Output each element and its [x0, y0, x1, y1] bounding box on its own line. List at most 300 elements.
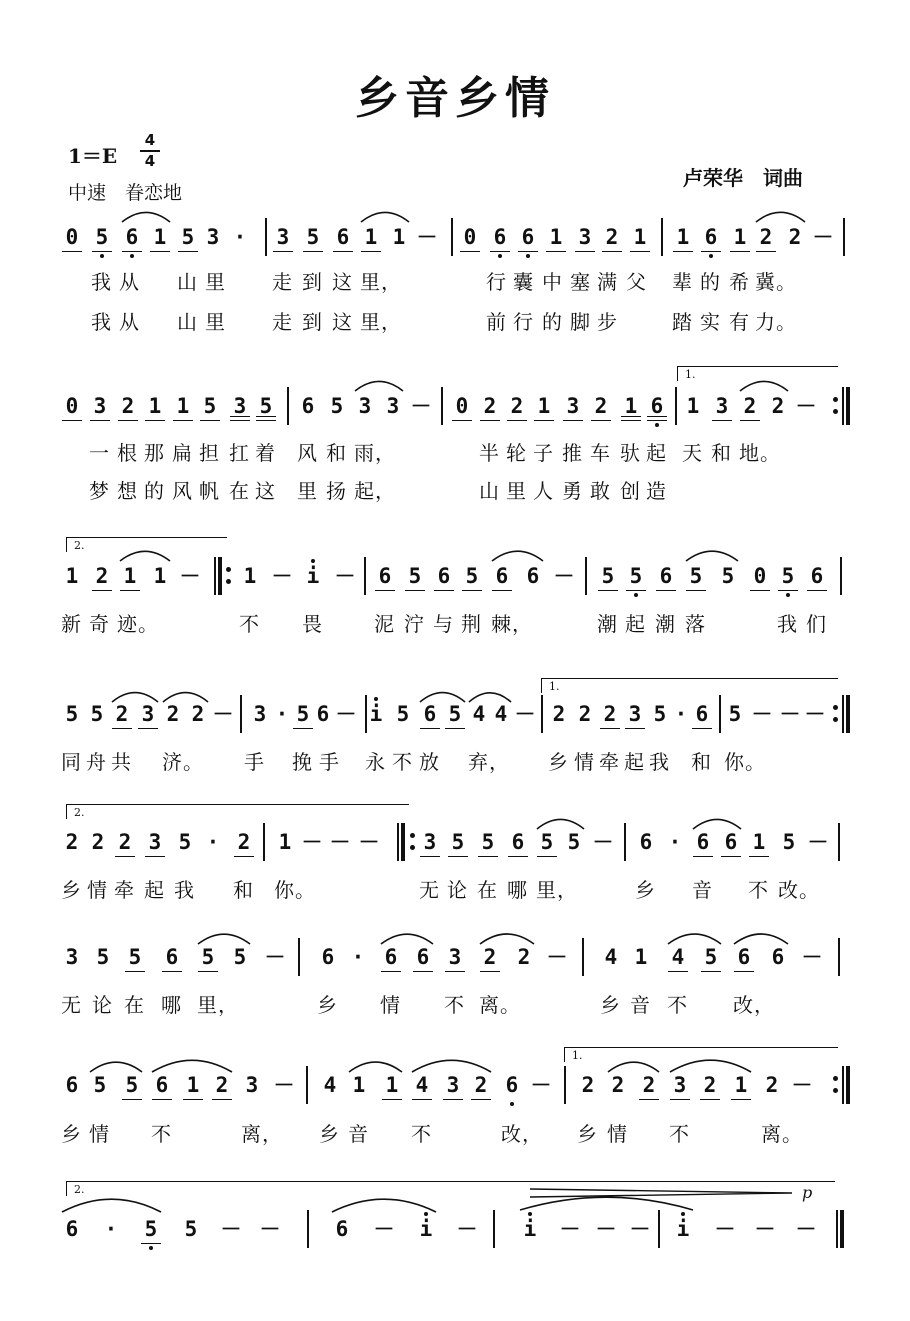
lyric-syllable: 泞 [404, 612, 425, 636]
lyric-syllable: 我 [91, 270, 112, 294]
lyric-syllable: 创 [620, 479, 641, 503]
volta-label: 2. [74, 806, 85, 819]
note: 2 [478, 394, 502, 418]
note: － [335, 702, 357, 726]
meter-top: 4 [144, 131, 156, 149]
note: 6 [65, 1073, 79, 1097]
note: 5 [196, 945, 220, 969]
lyric-syllable: 扛 [229, 441, 250, 465]
lyric-syllable: 迹。 [117, 612, 159, 636]
note: 2 [191, 702, 205, 726]
lyric-syllable: 无 [419, 878, 440, 902]
slur [332, 1199, 436, 1212]
slur [163, 693, 208, 702]
slur [469, 693, 511, 702]
note: 2 [232, 830, 256, 854]
slur [608, 1062, 659, 1072]
lyric-syllable: 敢 [590, 479, 611, 503]
lyric-syllable: 扁 [172, 441, 193, 465]
note: － [559, 1217, 581, 1241]
lyric-syllable: 半 [479, 441, 500, 465]
lyric-syllable: 我 [777, 612, 798, 636]
note: 6 [732, 945, 756, 969]
lyric-syllable: 到 [302, 310, 323, 334]
lyric-syllable: 放 [419, 750, 440, 774]
lyric-syllable: 乡 [600, 993, 621, 1017]
note: · [351, 945, 365, 969]
lyric-syllable: 起 [646, 441, 667, 465]
lyric-syllable: 棘， [491, 612, 533, 636]
lyric-syllable: 改， [501, 1122, 543, 1146]
slur [349, 1062, 402, 1072]
note: － [779, 702, 801, 726]
decrescendo-hairpin [530, 1189, 792, 1197]
note: 4 [494, 702, 508, 726]
lyric-syllable: 不 [748, 878, 769, 902]
note: 1 [243, 564, 257, 588]
note: 6 [160, 945, 184, 969]
lyric-syllable: 父 [626, 270, 647, 294]
note: 5 [782, 830, 796, 854]
note: － [220, 1217, 242, 1241]
note: 5 [699, 945, 723, 969]
note: － [751, 702, 773, 726]
note: － [795, 394, 817, 418]
lyric-syllable: 情 [380, 993, 401, 1017]
note: · [104, 1217, 118, 1241]
note: － [812, 225, 834, 249]
note: 6 [418, 702, 442, 726]
note: － [301, 830, 323, 854]
note: 6 [65, 1217, 79, 1241]
note: 5 [535, 830, 559, 854]
lyric-syllable: 山 [177, 270, 198, 294]
lyric-syllable: 到 [302, 270, 323, 294]
lyric-syllable: 中 [542, 270, 563, 294]
lyric-syllable: 和 [711, 441, 732, 465]
slur [90, 1062, 142, 1072]
note: 5 [403, 564, 427, 588]
lyric-syllable: 这 [332, 310, 353, 334]
lyric-syllable: 无 [61, 993, 82, 1017]
note: 1 [544, 225, 568, 249]
note: 6 [331, 225, 355, 249]
note: 0 [60, 394, 84, 418]
lyric-syllable: 弃， [468, 750, 510, 774]
note: － [264, 945, 286, 969]
slur [112, 693, 158, 702]
lyric-syllable: 子 [533, 441, 554, 465]
note: 3 [668, 1073, 692, 1097]
note: 3 [386, 394, 400, 418]
lyric-syllable: 里， [536, 878, 578, 902]
slur [734, 934, 788, 944]
lyric-syllable: 不 [669, 1122, 690, 1146]
note: － [546, 945, 568, 969]
note: 6 [805, 564, 829, 588]
note: 6 [500, 1073, 524, 1097]
slur [686, 551, 738, 561]
lyric-syllable: 不 [239, 612, 260, 636]
note: 2 [91, 830, 105, 854]
note: － [456, 1217, 478, 1241]
note: 3 [623, 702, 647, 726]
lyric-syllable: 这 [255, 479, 276, 503]
song-title: 乡音乡情 [355, 73, 555, 124]
lyric-syllable: 在 [124, 993, 145, 1017]
lyric-syllable: 乡 [317, 993, 338, 1017]
lyric-syllable: 人 [533, 479, 554, 503]
note: － [791, 1073, 813, 1097]
note: 5 [776, 564, 800, 588]
note: 6 [645, 394, 669, 418]
tempo-marking: 中速 眷恋地 [68, 182, 183, 204]
note: 5 [198, 394, 222, 418]
lyric-syllable: 牵 [114, 878, 135, 902]
note: － [530, 1073, 552, 1097]
lyric-syllable: 囊 [513, 270, 534, 294]
lyric-syllable: 的 [700, 270, 721, 294]
lyric-syllable: 风 [297, 441, 318, 465]
lyric-syllable: 情 [89, 1122, 110, 1146]
note: － [358, 830, 380, 854]
note: 1 [619, 394, 643, 418]
note: 6 [301, 394, 315, 418]
note: 2 [517, 945, 531, 969]
note: 5 [446, 830, 470, 854]
lyric-syllable: 牵 [599, 750, 620, 774]
note: － [629, 1217, 651, 1241]
note: i [671, 1217, 695, 1241]
volta-label: 1. [572, 1049, 583, 1062]
note: 6 [120, 225, 144, 249]
note: 1 [671, 225, 695, 249]
note: 5 [330, 394, 344, 418]
lyric-syllable: 天 [682, 441, 703, 465]
note: － [329, 830, 351, 854]
lyric-syllable: 音 [348, 1122, 369, 1146]
note: 4 [472, 702, 486, 726]
note: 5 [178, 830, 192, 854]
lyric-syllable: 起， [354, 479, 396, 503]
note: 1 [686, 394, 700, 418]
note: 1 [392, 225, 406, 249]
lyric-syllable: 力。 [755, 310, 797, 334]
lyric-syllable: 和 [233, 878, 254, 902]
note: 1 [352, 1073, 366, 1097]
lyric-syllable: 步 [597, 310, 618, 334]
note: 6 [150, 1073, 174, 1097]
note: 5 [90, 702, 104, 726]
lyric-syllable: 哪 [161, 993, 182, 1017]
note: 3 [65, 945, 79, 969]
note: · [668, 830, 682, 854]
lyric-syllable: 乡 [319, 1122, 340, 1146]
lyric-syllable: 梦 [89, 479, 110, 503]
slur [355, 381, 403, 391]
slur [756, 212, 805, 222]
note: 1 [148, 225, 172, 249]
lyric-syllable: 论 [447, 878, 468, 902]
note: 5 [233, 945, 247, 969]
note: 5 [653, 702, 667, 726]
note: － [553, 564, 575, 588]
lyric-syllable: 乡 [635, 878, 656, 902]
lyric-syllable: 走 [272, 310, 293, 334]
slur [152, 1060, 232, 1072]
note: 3 [358, 394, 372, 418]
slur [480, 934, 534, 944]
note: － [801, 945, 823, 969]
note: 3 [271, 225, 295, 249]
lyric-syllable: 乡 [548, 750, 569, 774]
note: 1 [380, 1073, 404, 1097]
note: i [301, 564, 325, 588]
note: － [416, 225, 438, 249]
note: 1 [118, 564, 142, 588]
lyric-syllable: 舟 [86, 750, 107, 774]
note: 4 [666, 945, 690, 969]
lyric-syllable: 里 [205, 310, 226, 334]
lyric-syllable: 落 [685, 612, 706, 636]
note: i [364, 702, 388, 726]
note: － [410, 394, 432, 418]
note: 2 [788, 225, 802, 249]
note: 2 [505, 394, 529, 418]
note: 6 [691, 830, 715, 854]
note: － [804, 702, 826, 726]
slur [693, 819, 741, 829]
note: 2 [116, 394, 140, 418]
note: 2 [581, 1073, 595, 1097]
lyric-syllable: 新 [61, 612, 82, 636]
note: 6 [490, 564, 514, 588]
slur [670, 1060, 751, 1072]
note: 5 [120, 1073, 144, 1097]
lyric-syllable: 里， [197, 993, 239, 1017]
lyric-syllable: 乡 [61, 1122, 82, 1146]
lyric-syllable: 音 [630, 993, 651, 1017]
note: 5 [301, 225, 325, 249]
note: 1 [728, 225, 752, 249]
lyric-syllable: 的 [542, 310, 563, 334]
lyric-syllable: 地。 [739, 441, 781, 465]
note: 6 [373, 564, 397, 588]
note: 1 [181, 1073, 205, 1097]
note: － [273, 1073, 295, 1097]
note: 2 [166, 702, 180, 726]
slur [62, 1199, 161, 1212]
note: － [259, 1217, 281, 1241]
note: 2 [611, 1073, 625, 1097]
note: 3 [561, 394, 585, 418]
lyric-syllable: 塞 [570, 270, 591, 294]
note: 4 [410, 1073, 434, 1097]
note: 1 [171, 394, 195, 418]
lyric-syllable: 离， [241, 1122, 283, 1146]
lyric-syllable: 山 [479, 479, 500, 503]
note: － [592, 830, 614, 854]
lyric-syllable: 有 [729, 310, 750, 334]
lyric-syllable: 论 [92, 993, 113, 1017]
lyric-syllable: 走 [272, 270, 293, 294]
note: i [518, 1217, 542, 1241]
note: 3 [443, 945, 467, 969]
lyric-syllable: 勇 [562, 479, 583, 503]
lyric-syllable: 情 [574, 750, 595, 774]
lyric-syllable: 轮 [506, 441, 527, 465]
note: 4 [323, 1073, 337, 1097]
lyric-syllable: 乡 [577, 1122, 598, 1146]
lyric-syllable: 我 [91, 310, 112, 334]
lyric-syllable: 实 [700, 310, 721, 334]
lyric-syllable: 手 [319, 750, 340, 774]
note: 3 [710, 394, 734, 418]
note: 2 [637, 1073, 661, 1097]
note: － [795, 1217, 817, 1241]
note: 3 [253, 702, 267, 726]
note: 2 [65, 830, 79, 854]
note: 3 [245, 1073, 259, 1097]
note: 0 [748, 564, 772, 588]
lyric-syllable: 不 [444, 993, 465, 1017]
note: 2 [589, 394, 613, 418]
lyric-syllable: 离。 [479, 993, 521, 1017]
note: 5 [460, 564, 484, 588]
note: 1 [65, 564, 79, 588]
note: 5 [728, 702, 742, 726]
lyric-syllable: 共 [111, 750, 132, 774]
note: 6 [654, 564, 678, 588]
note: · [206, 830, 220, 854]
meter-bottom: 4 [144, 151, 156, 170]
note: 5 [176, 225, 200, 249]
lyric-syllable: 驮 [620, 441, 641, 465]
note: 6 [506, 830, 530, 854]
note: 5 [90, 225, 114, 249]
lyric-syllable: 这 [332, 270, 353, 294]
note: 6 [771, 945, 785, 969]
note: 2 [765, 1073, 779, 1097]
note: 5 [567, 830, 581, 854]
lyric-syllable: 着 [255, 441, 276, 465]
note: 3 [143, 830, 167, 854]
slur [122, 212, 170, 222]
note: 6 [379, 945, 403, 969]
lyric-syllable: 那 [144, 441, 165, 465]
lyric-syllable: 从 [119, 310, 140, 334]
note: － [179, 564, 201, 588]
lyric-syllable: 改， [733, 993, 775, 1017]
note: 2 [771, 394, 785, 418]
lyric-syllable: 一 [89, 441, 110, 465]
lyric-syllable: 里， [360, 270, 402, 294]
note: 2 [110, 702, 134, 726]
note: 2 [210, 1073, 234, 1097]
lyric-syllable: 帆 [199, 479, 220, 503]
note: 2 [90, 564, 114, 588]
lyric-syllable: 你。 [724, 750, 766, 774]
note: 2 [552, 702, 566, 726]
composer-credit: 卢荣华 词曲 [683, 166, 803, 190]
note: － [212, 702, 234, 726]
lyric-syllable: 雨， [354, 441, 396, 465]
lyric-syllable: 踏 [672, 310, 693, 334]
note: － [334, 564, 356, 588]
lyric-syllable: 起 [625, 612, 646, 636]
lyric-syllable: 改。 [778, 878, 820, 902]
slur [520, 1197, 693, 1210]
lyric-syllable: 情 [607, 1122, 628, 1146]
note: 2 [600, 225, 624, 249]
lyric-syllable: 里 [205, 270, 226, 294]
note: 1 [634, 945, 648, 969]
note: 3 [418, 830, 442, 854]
note: 6 [526, 564, 540, 588]
lyric-syllable: 们 [806, 612, 827, 636]
note: 0 [60, 225, 84, 249]
lyric-syllable: 脚 [570, 310, 591, 334]
slur [361, 212, 409, 222]
lyric-syllable: 不 [151, 1122, 172, 1146]
note: 2 [578, 702, 592, 726]
dynamic-marking: p [802, 1183, 813, 1202]
key-signature: 1＝E [68, 144, 118, 168]
note: 6 [516, 225, 540, 249]
lyric-syllable: 在 [229, 479, 250, 503]
lyric-syllable: 不 [667, 993, 688, 1017]
lyric-syllable: 车 [590, 441, 611, 465]
lyric-syllable: 和 [326, 441, 347, 465]
lyric-syllable: 前 [486, 310, 507, 334]
lyric-syllable: 的 [144, 479, 165, 503]
lyric-syllable: 起 [624, 750, 645, 774]
lyric-syllable: 行 [513, 310, 534, 334]
note: 5 [254, 394, 278, 418]
lyric-syllable: 济。 [162, 750, 204, 774]
slur [381, 934, 433, 944]
lyric-syllable: 辈 [672, 270, 693, 294]
note: 1 [153, 564, 167, 588]
note: 2 [478, 945, 502, 969]
note: 1 [532, 394, 556, 418]
note: 6 [639, 830, 653, 854]
note: 5 [721, 564, 735, 588]
note: 5 [65, 702, 79, 726]
note: 6 [690, 702, 714, 726]
lyric-syllable: 扬 [326, 479, 347, 503]
slur [537, 819, 584, 829]
note: 6 [432, 564, 456, 588]
note: 6 [335, 1217, 349, 1241]
lyric-syllable: 潮 [655, 612, 676, 636]
note: 5 [476, 830, 500, 854]
note: · [275, 702, 289, 726]
note: 5 [139, 1217, 163, 1241]
note: 1 [143, 394, 167, 418]
lyric-syllable: 哪 [507, 878, 528, 902]
lyric-syllable: 我 [174, 878, 195, 902]
volta-label: 2. [74, 1183, 85, 1196]
lyric-syllable: 在 [477, 878, 498, 902]
lyric-syllable: 担 [199, 441, 220, 465]
lyric-syllable: 泥 [374, 612, 395, 636]
note: 6 [316, 702, 330, 726]
lyric-syllable: 和 [691, 750, 712, 774]
lyric-syllable: 起 [144, 878, 165, 902]
lyric-syllable: 里， [360, 310, 402, 334]
lyric-syllable: 行 [486, 270, 507, 294]
